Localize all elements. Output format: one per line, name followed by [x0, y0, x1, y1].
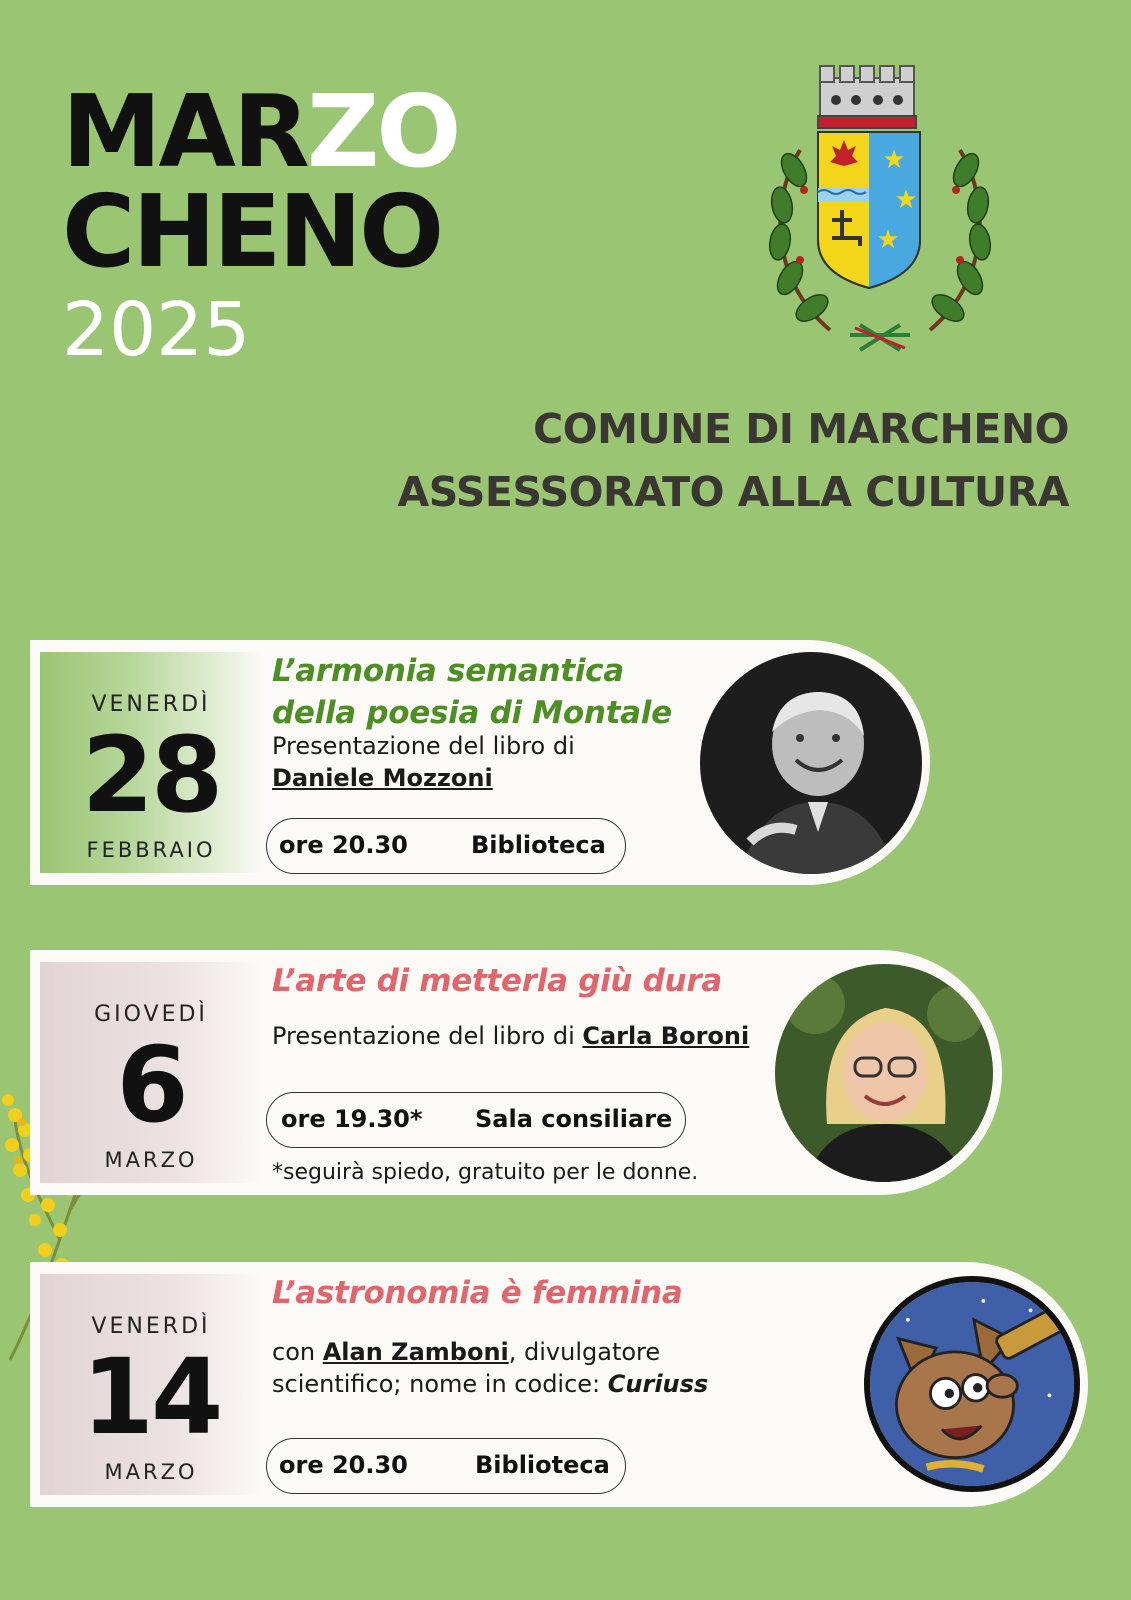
event-date-2: [40, 962, 262, 1183]
svg-text:★: ★: [876, 225, 900, 255]
event-card-1: [30, 640, 930, 885]
organizer: [397, 398, 1069, 524]
event-day-name: VENERDÌ: [91, 1314, 211, 1339]
event-title-line-1: L’armonia semantica: [272, 653, 624, 689]
event-place: Biblioteca: [475, 1451, 610, 1479]
event-desc-prefix: con: [272, 1338, 316, 1366]
event-card-3: [30, 1262, 1088, 1507]
event-date-3: [40, 1274, 262, 1495]
title-marzo-black: MAR: [62, 73, 307, 190]
poster-title: [62, 73, 459, 290]
event-author: Alan Zamboni: [322, 1338, 509, 1366]
event-day-name: VENERDÌ: [91, 692, 211, 717]
event-title-line-1: L’astronomia è femmina: [272, 1275, 683, 1311]
event-desc-prefix: Presentazione del libro di: [272, 1022, 575, 1050]
event-time: ore 20.30: [279, 831, 408, 859]
event-place: Sala consiliare: [475, 1105, 673, 1133]
svg-text:★: ★: [894, 185, 918, 215]
organizer-line-2: ASSESSORATO ALLA CULTURA: [397, 468, 1069, 516]
event-note: *seguirà spiedo, gratuito per le donne.: [272, 1160, 699, 1185]
portrait-man-icon: [700, 652, 922, 874]
event-month: MARZO: [104, 1148, 198, 1172]
event-day-number: 28: [81, 714, 221, 836]
title-marzo-white: ZO: [306, 73, 459, 190]
event-title: [272, 1272, 683, 1314]
shield-icon: [818, 132, 920, 288]
event-date-1: [40, 652, 262, 873]
title-line-1: [62, 73, 459, 190]
event-codename: Curiuss: [607, 1370, 709, 1398]
event-card-2: [30, 950, 1002, 1195]
event-month: FEBBRAIO: [86, 838, 216, 862]
event-title-line-1: L’arte di metterla giù dura: [272, 963, 722, 999]
event-time: ore 20.30: [279, 1451, 408, 1479]
event-author: Carla Boroni: [582, 1022, 750, 1050]
cartoon-cat-telescope-icon: [864, 1276, 1080, 1492]
poster-year: 2025: [62, 287, 251, 373]
event-time: ore 19.30*: [281, 1105, 423, 1133]
portrait-woman-icon: [775, 964, 993, 1182]
event-description: [272, 1336, 708, 1400]
svg-text:★: ★: [882, 145, 906, 175]
event-desc-line-2: scientifico; nome in codice:: [272, 1370, 601, 1398]
event-month: MARZO: [104, 1460, 198, 1484]
event-day-number: 6: [116, 1024, 186, 1146]
event-description: [272, 1020, 749, 1052]
municipal-crest-icon: [760, 60, 1000, 360]
event-author: Daniele Mozzoni: [272, 764, 493, 792]
title-line-2: CHENO: [62, 173, 442, 290]
event-time-place: [266, 1438, 626, 1494]
event-time-place: [266, 818, 626, 874]
event-time-place: [266, 1092, 686, 1148]
crown-icon: [818, 66, 916, 128]
organizer-line-1: COMUNE DI MARCHENO: [533, 405, 1069, 453]
event-desc-suffix: , divulgatore: [508, 1338, 661, 1366]
event-desc-prefix: Presentazione del libro di: [272, 732, 575, 760]
event-description: [272, 730, 575, 794]
event-title-line-2: della poesia di Montale: [272, 695, 672, 731]
event-title: [272, 960, 722, 1002]
event-day-number: 14: [81, 1336, 221, 1458]
event-place: Biblioteca: [471, 831, 606, 859]
event-title: [272, 650, 672, 734]
event-day-name: GIOVEDÌ: [94, 1002, 208, 1027]
